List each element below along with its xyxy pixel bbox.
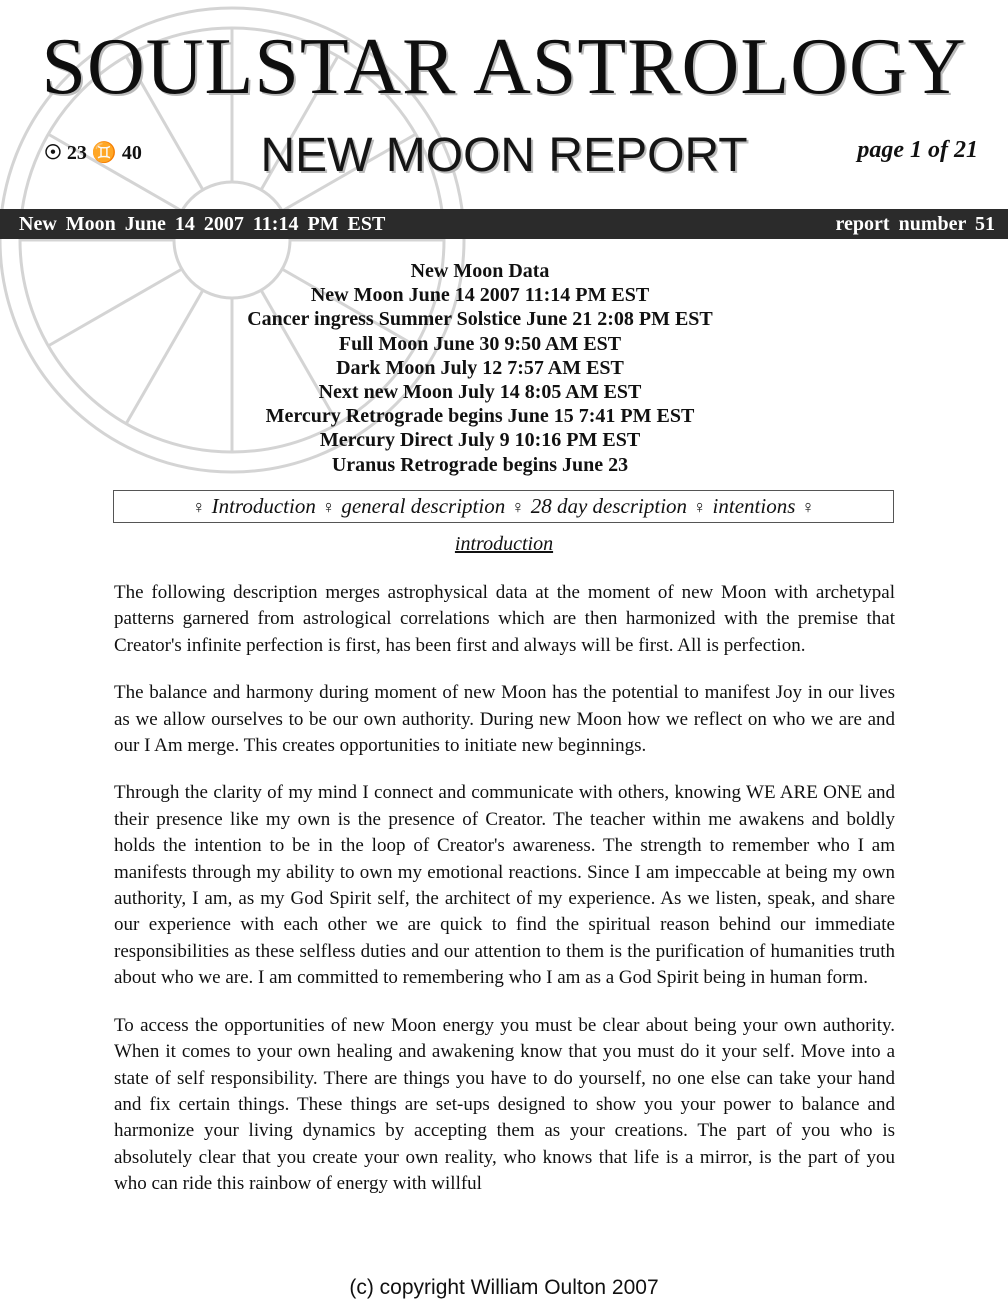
- nav-link-introduction[interactable]: Introduction: [211, 494, 316, 518]
- venus-icon: ♀: [192, 497, 206, 517]
- nav-link-general-description[interactable]: general description: [341, 494, 506, 518]
- introduction-body: [114, 580, 895, 1219]
- new-moon-date: New Moon June 14 2007 11:14 PM EST: [19, 213, 386, 235]
- moon-data-line: Mercury Retrograde begins June 15 7:41 PM EST: [265, 405, 695, 428]
- moon-data-line: Dark Moon July 12 7:57 AM EST: [336, 356, 624, 379]
- moon-data-line: New Moon June 14 2007 11:14 PM EST: [310, 284, 650, 307]
- venus-icon: ♀: [511, 497, 525, 517]
- moon-data-line: Cancer ingress Summer Solstice June 21 2:08 PM EST: [247, 308, 713, 331]
- venus-icon: ♀: [801, 497, 815, 517]
- venus-icon: ♀: [693, 497, 707, 517]
- moon-data-heading: New Moon Data: [410, 260, 550, 282]
- moon-data-line: Next new Moon July 14 8:05 AM EST: [318, 381, 642, 404]
- sun-position: ☉ 23 ♊ 40: [44, 142, 142, 164]
- nav-link-28-day-description[interactable]: 28 day description: [530, 494, 688, 518]
- report-info-bar: [0, 209, 1008, 239]
- site-title: SOULSTAR ASTROLOGY: [41, 23, 967, 111]
- moon-data-list: [0, 259, 960, 477]
- moon-data-line: Mercury Direct July 9 10:16 PM EST: [319, 429, 641, 452]
- moon-data-line: Full Moon June 30 9:50 AM EST: [338, 332, 622, 355]
- paragraph: Through the clarity of my mind I connect and communicate with others, knowing WE ARE ONE and their presence like my own is the presence of Creator. The teacher within me awakens and boldly holds the intention to be in the loop of Creator's awareness. The strength to remember who I am manifests through my ability to own my emotional reactions. Since I am impeccable at being my own authority, I am, as my God Spirit self, the architect of my experience. As we listen, speak, and share our experience with each other we are quick to find the spiritual reason behind our immediate responsibilities as these selfless duties and our attention to them is the purification of humanities truth about who we are. I am committed to remembering who I am as a God Spirit being in human form.: [114, 782, 895, 989]
- paragraph: The following description merges astrophysical data at the moment of new Moon with archetypal patterns garnered from astrological correlations which are then harmonized with the premise that Creator's infinite perfection is first, has been first and always will be first. All is perfection.: [114, 582, 895, 656]
- section-nav: [113, 490, 894, 523]
- moon-data-line: Uranus Retrograde begins June 23: [331, 453, 629, 476]
- copyright-footer: (c) copyright William Oulton 2007: [349, 1276, 659, 1299]
- section-heading-introduction: introduction: [454, 533, 554, 555]
- paragraph: The balance and harmony during moment of new Moon has the potential to manifest Joy in our lives as we allow ourselves to be our own authority. During new Moon how we reflect on who we are and our I Am merge. This creates opportunities to initiate new beginnings.: [114, 682, 895, 757]
- nav-link-intentions[interactable]: intentions: [712, 494, 796, 518]
- report-number: report number 51: [835, 213, 995, 235]
- report-title: NEW MOON REPORT: [260, 129, 748, 182]
- paragraph: To access the opportunities of new Moon energy you must be clear about being your own authority. When it comes to your own healing and awakening know that you must do it your self. Move into a state of self responsibility. There are things you have to do yourself, no one else can take your hand and fix certain things. These things are set-ups designed to show you your power to balance and harmonize your living dynamics by accepting them as your creations. The part of you who is absolutely clear that you create your own reality, who knows that life is a mirror, is the part of you who can ride this rainbow of energy with willful: [114, 1014, 895, 1195]
- venus-icon: ♀: [321, 497, 336, 517]
- page-number: page 1 of 21: [857, 137, 978, 163]
